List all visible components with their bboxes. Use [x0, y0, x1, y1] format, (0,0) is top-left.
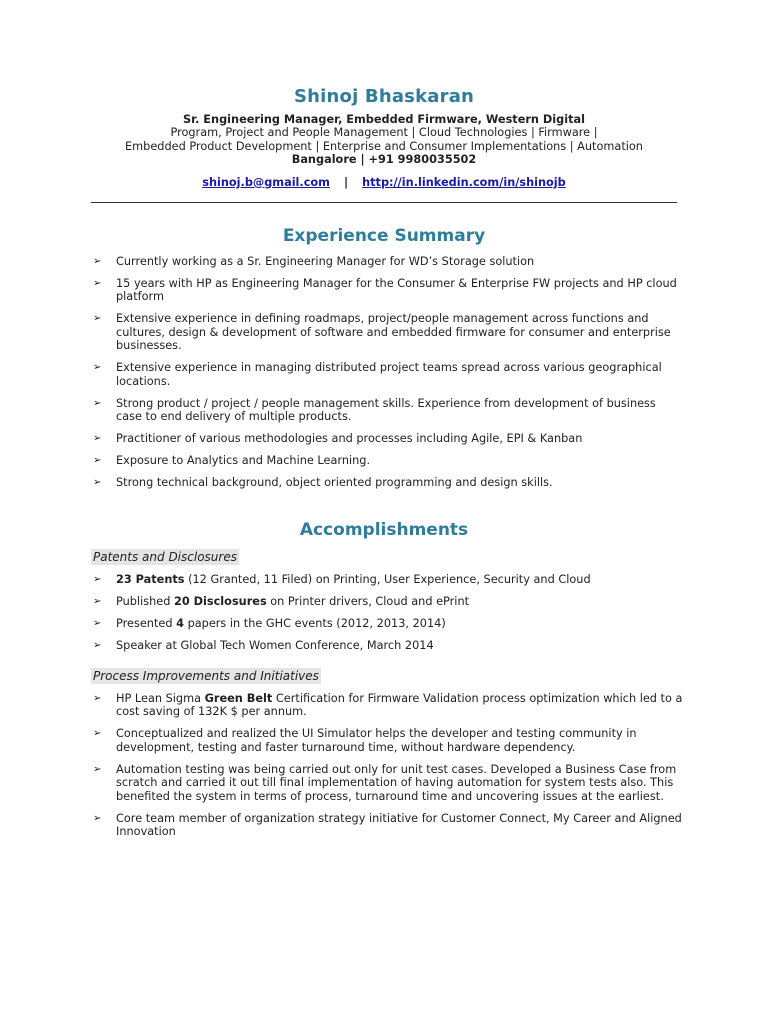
arrowhead-bullet-icon: ➢: [93, 763, 102, 775]
experience-list: [93, 255, 683, 498]
process-item-pre: Conceptualized and realized the UI Simulator helps the developer and testing community in development, testing and faster turnaround time, without hardware dependency.: [116, 727, 637, 754]
arrowhead-bullet-icon: ➢: [93, 477, 102, 489]
experience-item-text: Extensive experience in defining roadmaps, project/people management across functions and cultures, design & development of software and embedded firmware for consumer and enterprise businesses.: [116, 312, 671, 353]
arrowhead-bullet-icon: ➢: [93, 256, 102, 267]
email-link[interactable]: shinoj.b@gmail.com: [202, 175, 330, 189]
patent-item-post: (12 Granted, 11 Filed) on Printing, User Experience, Security and Cloud: [184, 573, 591, 586]
arrowhead-bullet-icon: ➢: [93, 362, 102, 374]
process-item-bold: Green Belt: [204, 692, 273, 705]
patent-item-pre: Speaker at Global Tech Women Conference, March 2014: [116, 639, 434, 652]
patent-item-bold: 23 Patents: [116, 573, 185, 586]
patent-item-bold: 20 Disclosures: [173, 595, 267, 608]
experience-item-text: Extensive experience in managing distributed project teams spread across various geographical locations.: [116, 361, 662, 388]
arrowhead-bullet-icon: ➢: [93, 618, 102, 629]
process-item-pre: Core team member of organization strategy initiative for Customer Connect, My Career and Aligned Innovation: [116, 811, 682, 839]
experience-item-text: Strong product / project / people management skills. Experience from development of business case to end delivery of multiple products.: [116, 396, 656, 424]
arrowhead-bullet-icon: ➢: [93, 728, 102, 740]
patent-item: [93, 639, 683, 652]
arrowhead-bullet-icon: ➢: [93, 693, 102, 704]
experience-item: [93, 476, 683, 489]
arrowhead-bullet-icon: ➢: [93, 574, 102, 585]
header-divider: [91, 202, 677, 203]
process-subheading: Process Improvements and Initiatives: [93, 669, 319, 683]
process-item: [93, 692, 683, 719]
process-item-pre: HP Lean Sigma: [116, 692, 205, 705]
experience-item-text: Currently working as a Sr. Engineering Manager for WD’s Storage solution: [116, 255, 535, 268]
skills-line-2: Embedded Product Development | Enterprise and Consumer Implementations | Automation: [125, 139, 643, 153]
location-phone: Bangalore | +91 9980035502: [291, 153, 477, 167]
arrowhead-bullet-icon: ➢: [93, 433, 102, 445]
patent-item: [93, 595, 683, 608]
arrowhead-bullet-icon: ➢: [93, 812, 102, 824]
process-item-post: Certification for Firmware Validation process optimization which led to a cost saving of 132K $ per annum.: [116, 692, 683, 719]
job-title: Sr. Engineering Manager, Embedded Firmware, Western Digital: [182, 113, 586, 126]
contact-separator: |: [343, 175, 349, 189]
process-item: [93, 763, 683, 803]
resume-header: [0, 86, 768, 189]
arrowhead-bullet-icon: ➢: [93, 313, 102, 325]
patent-item-post: on Printer drivers, Cloud and ePrint: [266, 595, 470, 608]
patent-item-bold: 4: [176, 617, 184, 630]
process-item: [93, 812, 683, 839]
process-item: [93, 727, 683, 754]
patent-item-post: papers in the GHC events (2012, 2013, 2014): [183, 617, 446, 630]
experience-item-text: 15 years with HP as Engineering Manager for the Consumer & Enterprise FW projects and HP cloud platform: [116, 277, 677, 304]
patents-list: [93, 573, 683, 661]
linkedin-link[interactable]: http://in.linkedin.com/in/shinojb: [362, 175, 566, 189]
patent-item: [93, 617, 683, 630]
experience-item-text: Exposure to Analytics and Machine Learning.: [116, 454, 371, 468]
experience-item: [93, 255, 683, 268]
arrowhead-bullet-icon: ➢: [93, 596, 102, 607]
skills-line-1: Program, Project and People Management | Cloud Technologies | Firmware |: [170, 126, 598, 140]
patent-item: [93, 573, 683, 586]
experience-item: [93, 312, 683, 352]
arrowhead-bullet-icon: ➢: [93, 455, 102, 467]
patent-item-pre: Presented: [116, 617, 177, 630]
experience-item: [93, 454, 683, 467]
arrowhead-bullet-icon: ➢: [93, 640, 102, 651]
patents-subheading: Patents and Disclosures: [93, 550, 237, 564]
experience-item: [93, 361, 683, 388]
experience-item: [93, 397, 683, 424]
patent-item-pre: Published: [116, 595, 174, 608]
contact-links: [0, 176, 768, 189]
experience-item: [93, 277, 683, 304]
arrowhead-bullet-icon: ➢: [93, 397, 102, 409]
candidate-name: Shinoj Bhaskaran: [293, 86, 475, 107]
experience-item: [93, 432, 683, 445]
accomplishments-heading: Accomplishments: [299, 520, 469, 540]
arrowhead-bullet-icon: ➢: [93, 278, 102, 289]
experience-item-text: Strong technical background, object oriented programming and design skills.: [116, 476, 553, 490]
process-item-pre: Automation testing was being carried out only for unit test cases. Developed a Business Case from scratch and carried it out till final implementation of having automation for system tests also. This benefited the system in terms of process, turnaround time and uncovering issues at the earliest.: [116, 762, 677, 803]
experience-summary-heading: Experience Summary: [282, 226, 486, 246]
experience-item-text: Practitioner of various methodologies and processes including Agile, EPI & Kanban: [116, 432, 583, 446]
process-list: [93, 692, 683, 847]
